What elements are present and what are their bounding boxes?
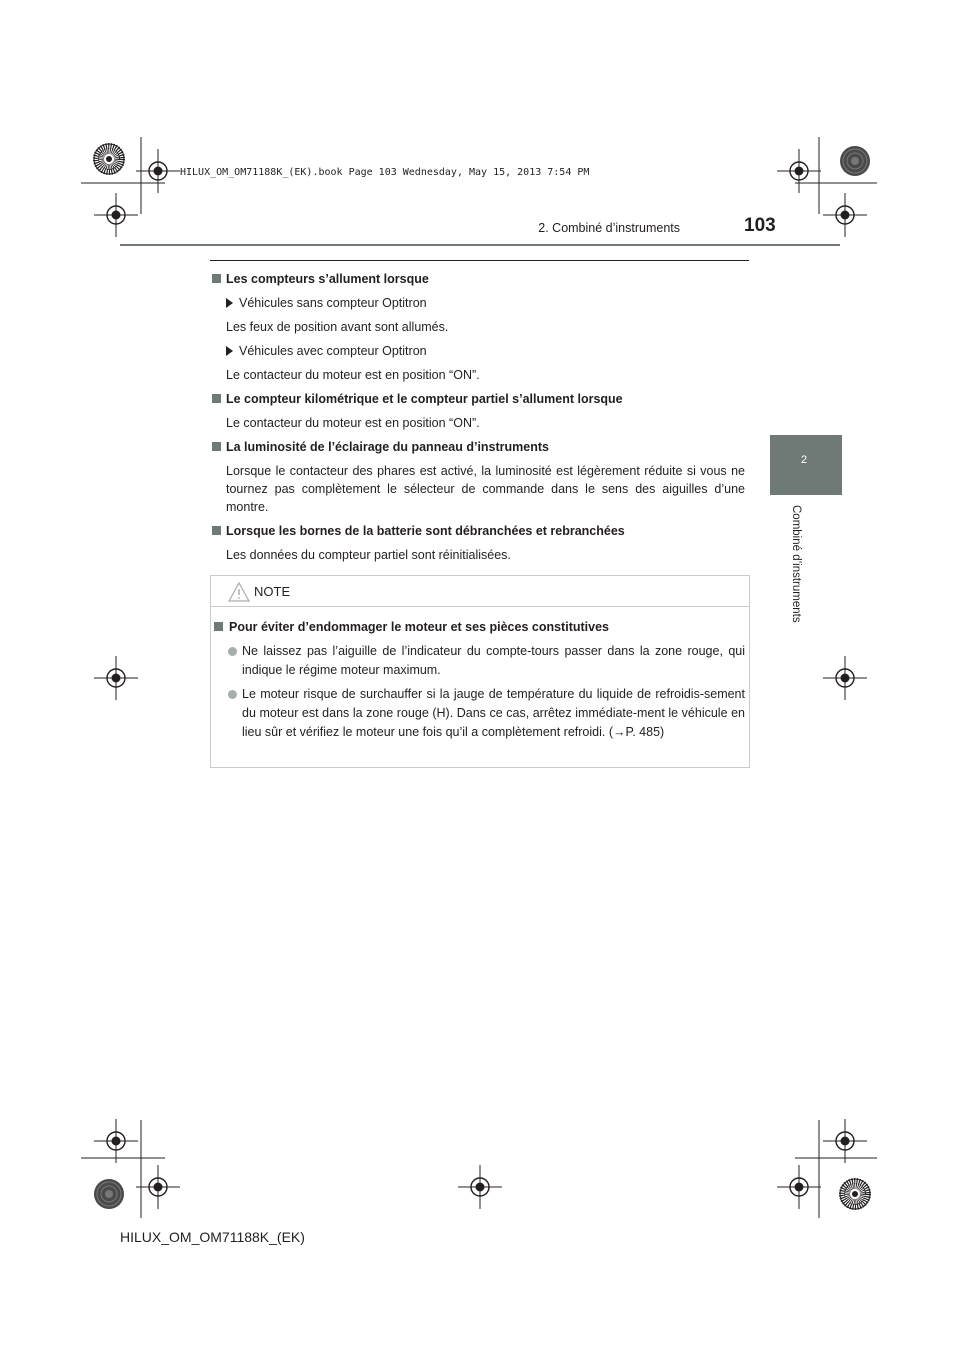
warning-triangle-icon (228, 582, 250, 602)
body-text: Lorsque le contacteur des phares est activé, la luminosité est légèrement réduite si vous ne tournez pas complètement le sélecteur de commande dans le sens des aiguilles d’une montre. (226, 464, 745, 514)
note-heading: Pour éviter d’endommager le moteur et ses pièces constitutives (214, 618, 745, 637)
content-top-rule (210, 260, 749, 261)
body-text: Les feux de position avant sont allumés. (226, 320, 449, 334)
chapter-tab (770, 435, 842, 495)
triangle-bullet-icon (226, 346, 233, 356)
section-heading: Lorsque les bornes de la batterie sont débranchées et rebranchées (211, 522, 745, 540)
note-bullet-text: Le moteur risque de surchauffer si la jauge de température du liquide de refroidis-sement du moteur est dans la zone rouge (H). Dans ce cas, arrêtez immédiate-ment le véhicule en lieu sûr et vérifiez le moteur une fois qu’il a complètement refroidi. (→P. 485) (242, 687, 745, 739)
chapter-label: Combiné d’instruments (790, 505, 802, 623)
body-text: Les données du compteur partiel sont réinitialisées. (226, 548, 511, 562)
condition-text: Véhicules avec compteur Optitron (239, 344, 427, 358)
section-heading: Les compteurs s’allument lorsque (211, 270, 745, 288)
bullet-dot-icon (228, 690, 237, 699)
main-content (211, 270, 745, 564)
condition-item (211, 294, 745, 312)
condition-text: Véhicules sans compteur Optitron (239, 296, 427, 310)
header-rule (120, 244, 840, 246)
note-header (211, 576, 749, 607)
bullet-dot-icon (228, 647, 237, 656)
page-number: 103 (744, 215, 776, 236)
print-slug: HILUX_OM_OM71188K_(EK).book Page 103 Wednesday, May 15, 2013 7:54 PM (180, 167, 590, 178)
note-bullet (214, 642, 745, 680)
section-title: 2. Combiné d’instruments (538, 221, 680, 235)
note-bullet-text: Ne laissez pas l’aiguille de l’indicateur du compte-tours passer dans la zone rouge, qui indique le régime moteur maximum. (242, 644, 745, 677)
body-text: Le contacteur du moteur est en position “ON”. (226, 416, 480, 430)
triangle-bullet-icon (226, 298, 233, 308)
section-heading: Le compteur kilométrique et le compteur partiel s’allument lorsque (211, 390, 745, 408)
condition-item (211, 342, 745, 360)
note-body (214, 618, 745, 742)
footer-code: HILUX_OM_OM71188K_(EK) (120, 1229, 305, 1245)
note-bullet (214, 685, 745, 742)
note-box (210, 575, 750, 768)
chapter-number: 2 (801, 454, 808, 466)
body-text: Le contacteur du moteur est en position “ON”. (226, 368, 480, 382)
section-heading: La luminosité de l’éclairage du panneau d’instruments (211, 438, 745, 456)
note-label: NOTE (254, 584, 291, 599)
